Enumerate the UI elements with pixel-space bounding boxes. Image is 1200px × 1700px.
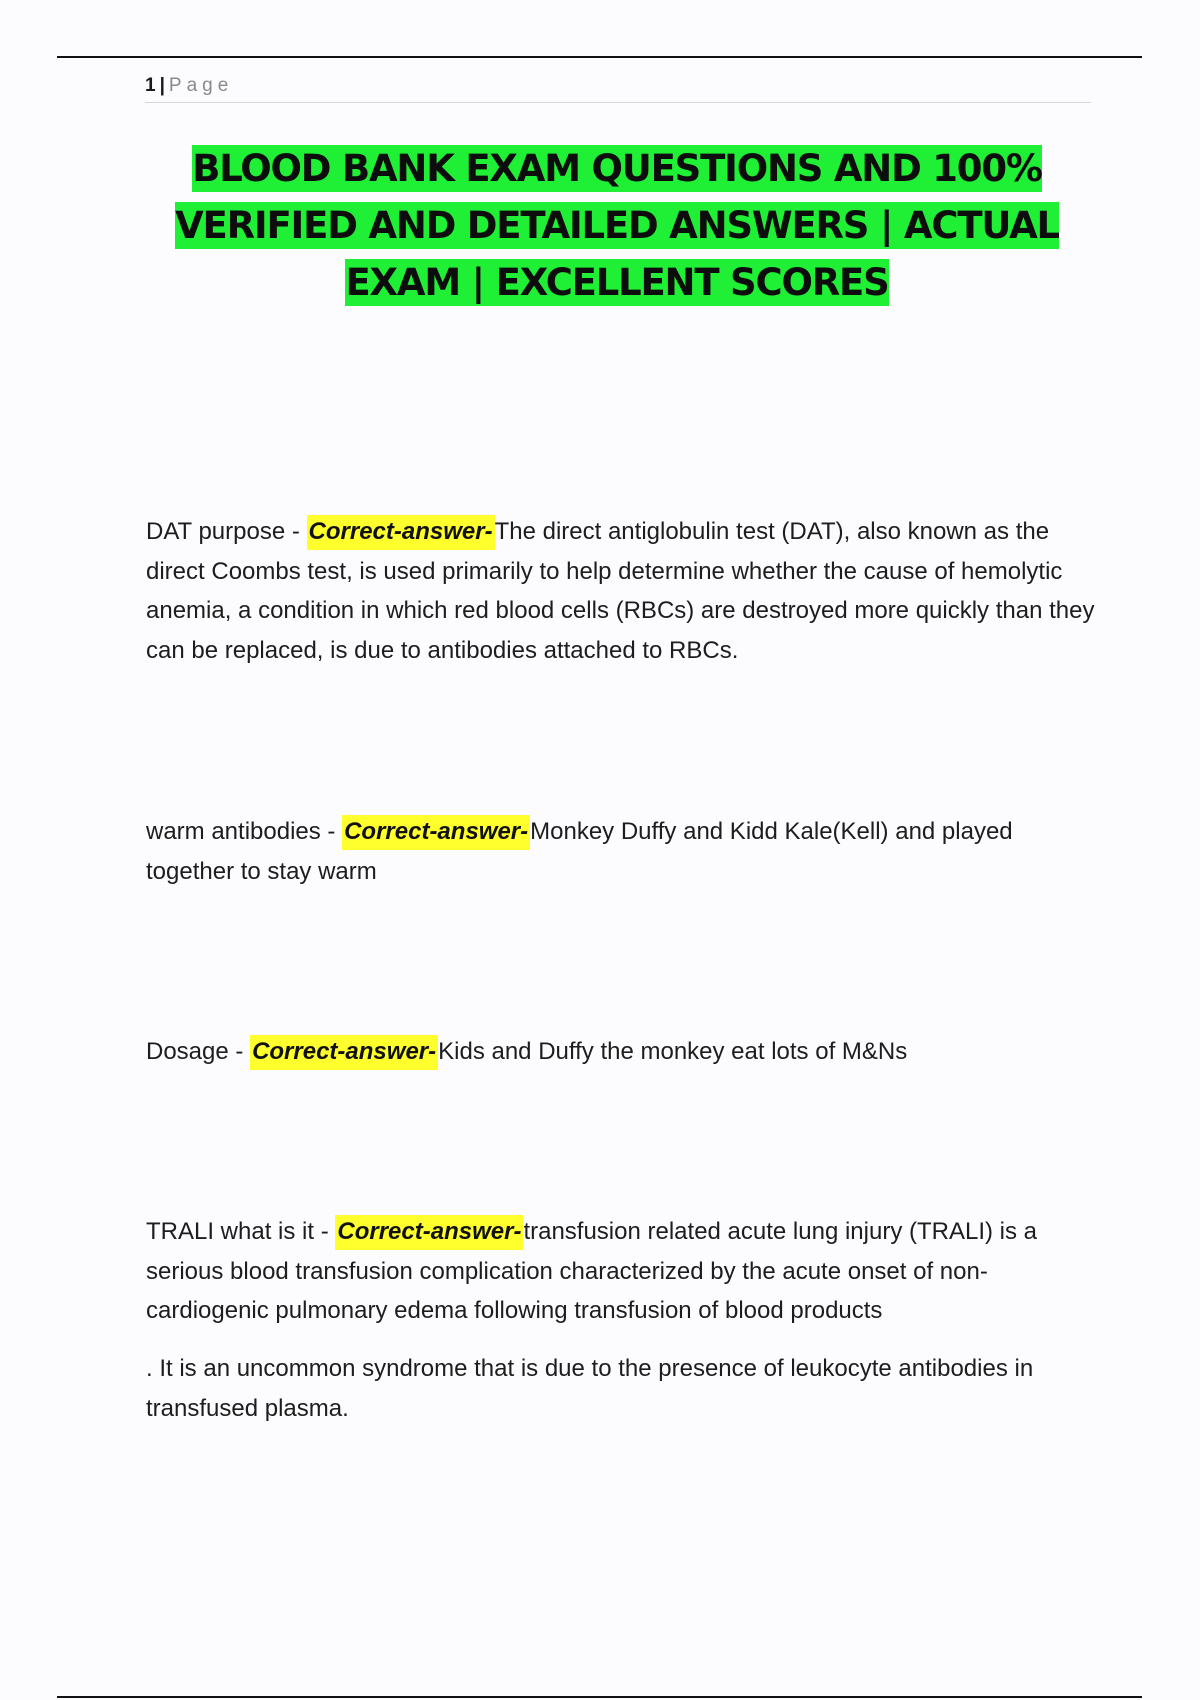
document-title (150, 140, 1084, 311)
entry-answer: transfusion related acute lung injury (TRALI) is a serious blood transfusion complication characterized by the acute onset of non-cardiogenic pulmonary edema following transfusion of blood products (146, 1218, 1038, 1324)
top-rule (57, 56, 1142, 58)
page-number: 1 (145, 75, 156, 96)
bottom-rule (57, 1696, 1142, 1698)
correct-answer-tag: Correct-answer- (342, 815, 530, 850)
title-line-2: VERIFIED AND DETAILED ANSWERS | ACTUAL (175, 204, 1059, 247)
entry-term: TRALI what is it - (146, 1218, 336, 1245)
title-line-3: EXAM | EXCELLENT SCORES (345, 261, 889, 304)
correct-answer-tag: Correct-answer- (307, 515, 495, 550)
qa-entry-trali (146, 1212, 1096, 1331)
page-separator: | (159, 75, 165, 96)
entry-term: DAT purpose - (146, 518, 307, 545)
entry-term: warm antibodies - (146, 818, 343, 845)
correct-answer-tag: Correct-answer- (335, 1215, 523, 1250)
qa-entry-dat-purpose (146, 512, 1096, 670)
entry-answer: Monkey Duffy and Kidd Kale(Kell) and played together to stay warm (146, 818, 1013, 885)
qa-entry-trali-continuation: . It is an uncommon syndrome that is due to the presence of leukocyte antibodies in transfused plasma. (146, 1355, 1034, 1422)
entry-answer: The direct antiglobulin test (DAT), also known as the direct Coombs test, is used primarily to help determine whether the cause of hemolytic anemia, a condition in which red blood cells (RBCs) are destroyed more quickly than they can be replaced, is due to antibodies attached to RBCs. (146, 518, 1095, 664)
entry-answer: Kids and Duffy the monkey eat lots of M&Ns (438, 1038, 908, 1065)
page-header (145, 72, 1091, 103)
title-line-1: BLOOD BANK EXAM QUESTIONS AND 100% (192, 147, 1042, 190)
qa-entry-dosage (146, 1032, 1096, 1072)
page-word: Page (168, 75, 234, 96)
correct-answer-tag: Correct-answer- (250, 1035, 438, 1070)
entry-term: Dosage - (146, 1038, 251, 1065)
qa-entry-warm-antibodies (146, 812, 1096, 891)
